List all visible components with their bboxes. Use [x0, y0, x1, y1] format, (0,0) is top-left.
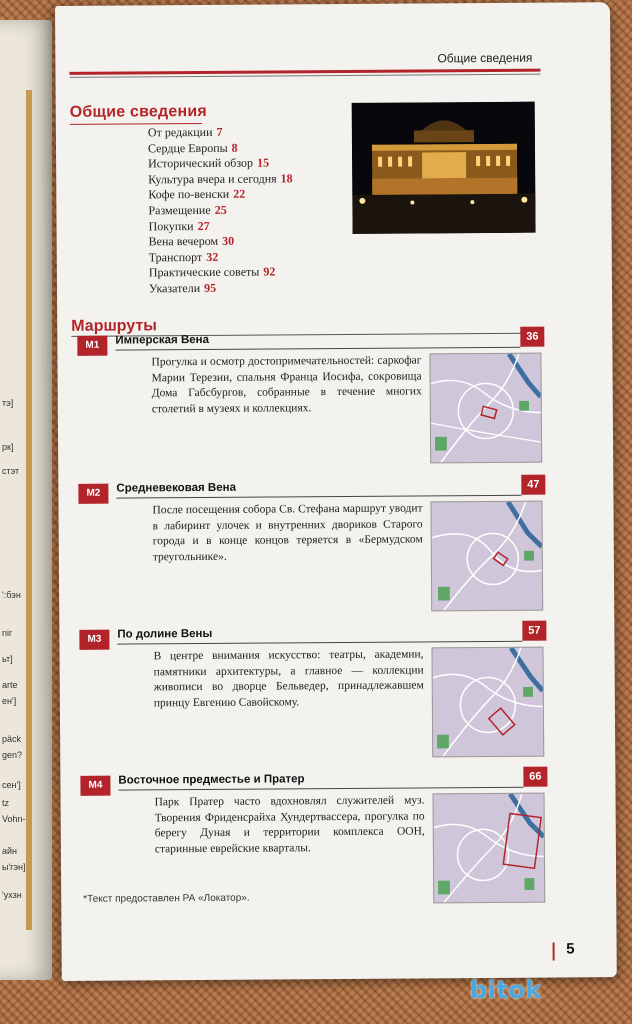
left-page-fragment: nir	[2, 628, 13, 638]
left-page-fragment: päck	[2, 734, 22, 744]
page-number-bar	[553, 943, 555, 961]
route-code-badge: M4	[80, 776, 110, 796]
toc-page: 92	[263, 264, 276, 279]
left-page-fragment: ьт]	[2, 654, 13, 664]
toc-page: 22	[233, 187, 246, 202]
route-description: Парк Пратер часто вдохновлял служителей муз. Творения Фриденсрайха Хундертвассера, прогулка по берегу Дуная и территории комплекса ООН, старинные еврейские кварталы.	[154, 794, 425, 855]
route-code-badge: M1	[77, 336, 107, 356]
left-page-fragment: айн	[2, 846, 18, 856]
toc-page: 95	[204, 280, 217, 295]
toc-label: Вена вечером	[148, 234, 219, 249]
route-map-illustration	[430, 354, 541, 463]
route-name: Имперская Вена	[115, 333, 210, 347]
route-map-illustration	[434, 794, 545, 903]
route-m2[interactable]	[72, 473, 548, 616]
left-page-fragment: arte	[2, 680, 18, 690]
toc-item[interactable]	[148, 140, 293, 157]
route-rule	[116, 495, 521, 499]
route-rule	[115, 347, 520, 351]
running-head: Общие сведения	[437, 50, 533, 66]
route-map	[433, 793, 546, 904]
toc-item[interactable]	[149, 249, 294, 266]
route-rule	[117, 641, 522, 645]
left-page-fragment: 'ухзн	[2, 890, 22, 900]
burgtheater-night-photo	[352, 102, 536, 234]
route-map	[430, 501, 543, 612]
toc-page: 8	[231, 140, 238, 155]
left-page-fragment: tz	[2, 798, 10, 808]
routes-section-title: Маршруты	[71, 317, 157, 335]
left-page-fragment: тэ]	[2, 398, 14, 408]
toc-label: Транспорт	[148, 249, 203, 265]
route-m4[interactable]	[74, 765, 550, 908]
route-map	[429, 353, 542, 464]
toc-label: От редакции	[147, 124, 213, 140]
left-page-fragment: стэт	[2, 466, 20, 476]
route-page-number: 66	[523, 767, 547, 787]
route-code-badge: M2	[78, 484, 108, 504]
toc-label: Указатели	[148, 280, 201, 296]
toc-label: Кофе по-венски	[148, 187, 230, 202]
left-page-fragment: сен']	[2, 780, 21, 790]
left-page-fragment: ен']	[2, 696, 17, 706]
route-code-badge: M3	[79, 630, 109, 650]
page-number: 5	[566, 940, 575, 958]
route-map-illustration	[432, 648, 543, 757]
route-description: Прогулка и осмотр достопримечательностей: саркофаг Марии Терезии, спальня Франца Иосифа, сокровища Дома Габсбургов, собранные в течение многих столетий в музеях и коллекциях.	[151, 354, 422, 415]
toc-page: 32	[206, 249, 219, 264]
toc-item[interactable]	[148, 218, 293, 235]
route-map-illustration	[431, 502, 542, 611]
footnote	[83, 893, 249, 905]
footnote-marker: *	[83, 893, 88, 905]
route-page-number: 36	[520, 327, 544, 347]
left-page-fragment: ы'гэн]	[2, 862, 26, 872]
toc-label: Культура вчера и сегодня	[148, 171, 277, 187]
left-page-fragment: ':бэн	[2, 590, 21, 600]
toc-page: 25	[214, 202, 227, 217]
toc-item[interactable]	[148, 171, 293, 188]
route-m1[interactable]	[71, 325, 547, 468]
footnote-text: Текст предоставлен РА «Локатор».	[87, 892, 250, 905]
toc-page: 15	[256, 155, 270, 170]
route-page-number: 57	[522, 621, 546, 641]
toc-page: 7	[216, 124, 223, 139]
toc-page: 27	[197, 218, 210, 233]
route-m3[interactable]	[73, 619, 549, 762]
toc-label: Исторический обзор	[148, 155, 254, 171]
table-of-contents	[148, 124, 294, 297]
toc-page: 30	[222, 233, 235, 248]
left-page-edge	[0, 20, 52, 980]
toc-item[interactable]	[148, 156, 293, 173]
route-description: После посещения собора Св. Стефана маршрут уводит в лабиринт улочек и внутренних двориков Старого города и в конце концов теряется в «Бермудском треугольнике».	[152, 502, 423, 563]
route-page-number: 47	[521, 475, 545, 495]
toc-item[interactable]	[149, 265, 294, 282]
route-name: По долине Вены	[117, 627, 213, 641]
toc-label: Размещение	[148, 202, 211, 218]
left-page-fragment: рк]	[2, 442, 14, 452]
toc-label: Сердце Европы	[147, 140, 228, 155]
left-page-color-strip	[26, 90, 32, 930]
route-description: В центре внимания искусство: театры, академии, памятники архитектуры, а главное — коллекции живописи во дворце Бельведер, принадлежавшем принцу Евгению Савойскому.	[153, 648, 424, 709]
general-section-title: Общие сведения	[69, 102, 207, 121]
book-page	[55, 2, 617, 981]
route-map	[431, 647, 544, 758]
toc-item[interactable]	[148, 187, 293, 204]
left-page-fragment: gen?	[2, 750, 23, 760]
toc-item[interactable]	[148, 124, 293, 141]
left-page-fragment: Vohn-	[2, 814, 26, 824]
route-name: Средневековая Вена	[116, 481, 236, 495]
toc-label: Практические советы	[148, 264, 260, 280]
route-name: Восточное предместье и Пратер	[118, 773, 305, 787]
route-rule	[118, 787, 523, 791]
toc-item[interactable]	[149, 280, 294, 297]
toc-item[interactable]	[148, 202, 293, 219]
toc-item[interactable]	[149, 234, 294, 251]
toc-page: 18	[280, 171, 293, 186]
watermark-logo: bitok	[470, 976, 542, 1004]
photo-illustration	[352, 102, 536, 234]
toc-label: Покупки	[148, 218, 194, 233]
